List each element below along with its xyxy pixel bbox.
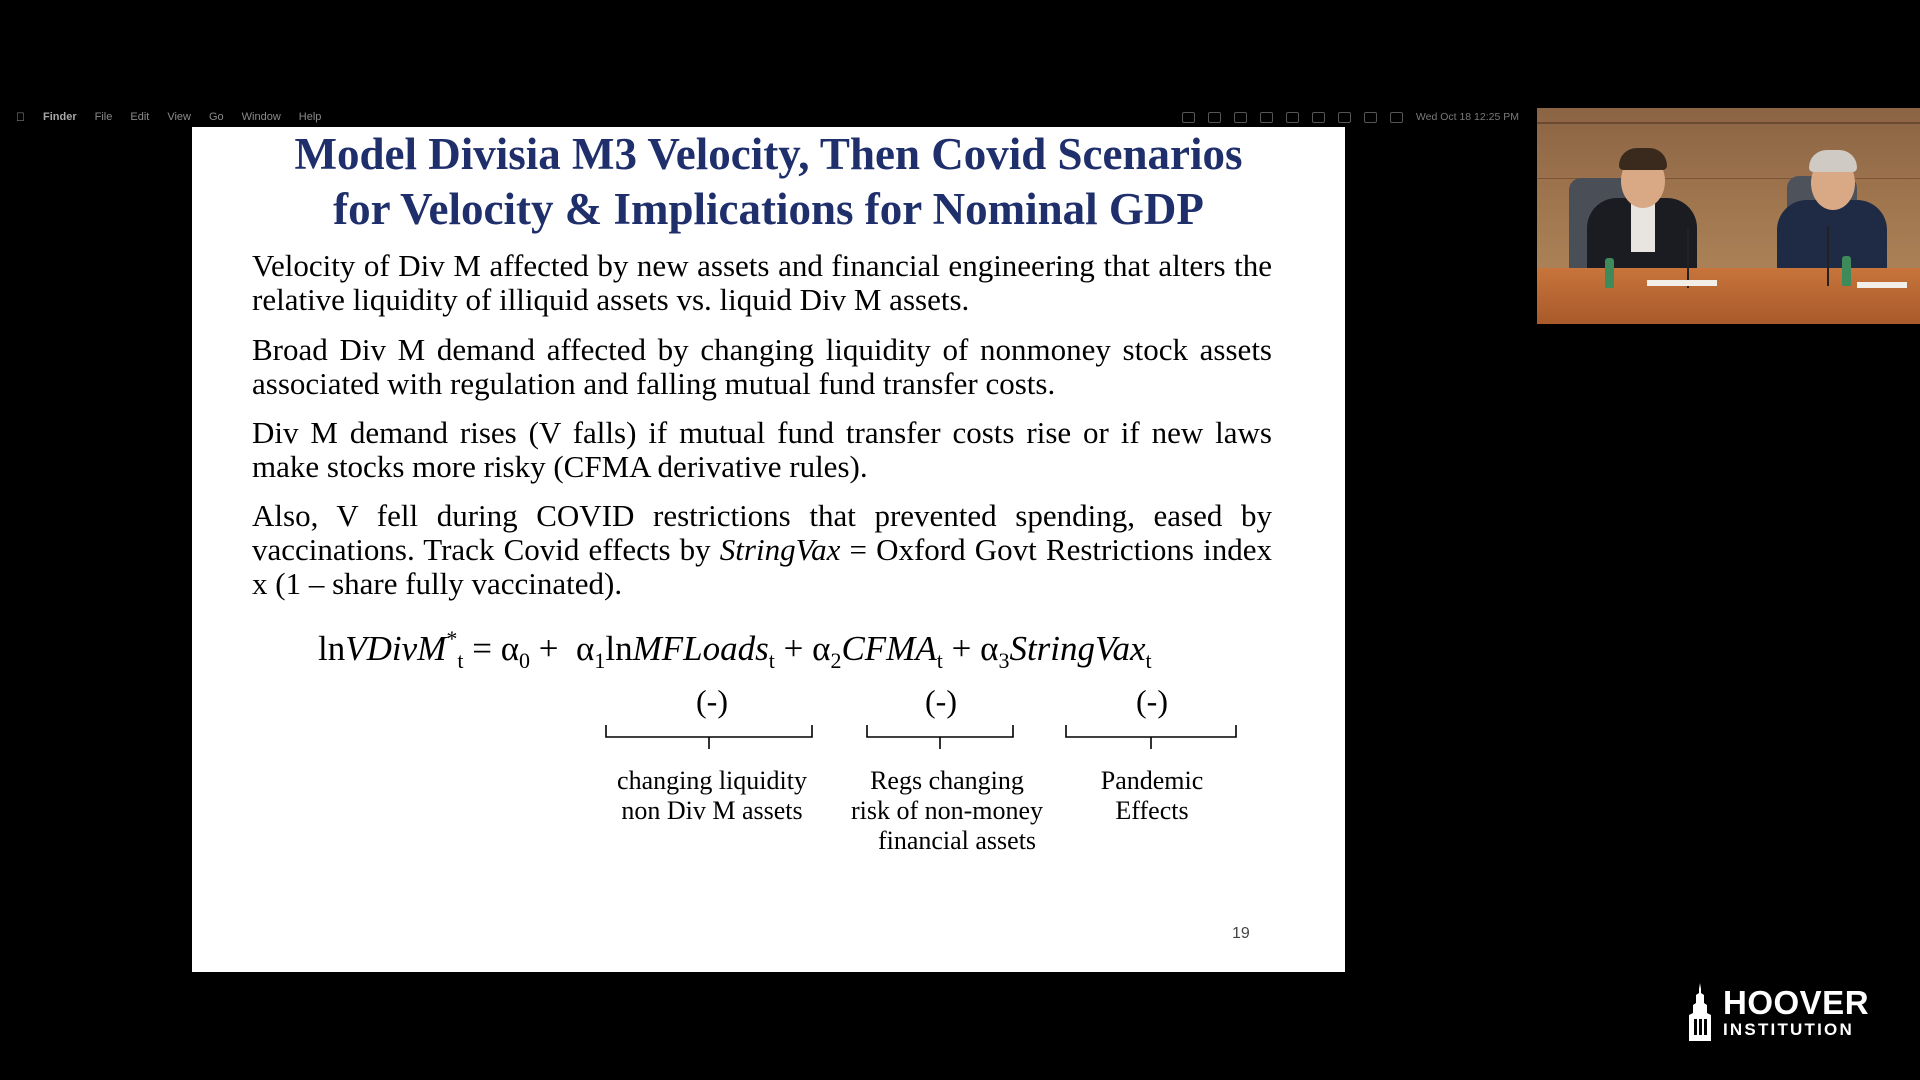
eq-plus1: + (530, 629, 568, 668)
caption-stringvax-line1: Pandemic (1100, 766, 1204, 795)
menu-view[interactable]: View (158, 111, 182, 123)
brace-stringvax (1064, 723, 1244, 753)
search-icon[interactable] (1338, 112, 1351, 123)
presentation-slide (192, 127, 1345, 972)
caption-cfma-line1: Regs changing (870, 766, 1024, 795)
eq-equals: = (463, 629, 501, 668)
notification-icon[interactable] (1364, 112, 1377, 123)
logo-line1: HOOVER (1723, 984, 1870, 1021)
caption-stringvax-line2: Effects (1115, 796, 1189, 825)
menu-edit[interactable]: Edit (121, 111, 141, 123)
speaker-left-hair (1619, 148, 1667, 170)
video-paper-left (1647, 280, 1717, 286)
speaker-left-shirt (1631, 202, 1655, 252)
menu-bar-status (1182, 111, 1537, 123)
eq-sub-t: t (457, 648, 464, 673)
video-table (1537, 268, 1920, 324)
eq-ln2: ln (605, 629, 633, 668)
menu-bar (0, 107, 1537, 127)
wifi-icon[interactable] (1286, 112, 1299, 123)
menu-file[interactable]: File (85, 111, 104, 123)
video-bottle-left (1605, 258, 1614, 288)
slide-title (192, 127, 1345, 237)
brace-mfloads (604, 723, 824, 753)
eq-star: * (446, 626, 458, 651)
eq-alpha1: α (576, 629, 595, 668)
bullet-paragraph-4 (252, 499, 1272, 601)
menu-bar-left (0, 110, 321, 124)
caption-cfma (827, 766, 1067, 856)
eq-plus2: + (774, 629, 813, 668)
logo-line2: INSTITUTION (1723, 1020, 1854, 1039)
menu-window[interactable]: Window (232, 111, 272, 123)
eq-sub-t4: t (1145, 648, 1152, 673)
slide-title-line2: for Velocity & Implications for Nominal GDP (333, 184, 1204, 234)
sign-cfma: (-) (925, 683, 957, 719)
logo-wordmark (1723, 986, 1869, 1038)
eq-ln: ln (318, 629, 346, 668)
eq-alpha3: α (980, 629, 999, 668)
eq-sub-t3: t (936, 648, 943, 673)
para4-text-a: Also, V fell during COVID restrictions that prevented spending, eased by vaccinations. Track Covid effects by (252, 498, 1272, 567)
video-bottle-right (1842, 256, 1851, 286)
caption-mfloads-line1: changing liquidity (617, 766, 807, 795)
sign-mfloads: (-) (696, 683, 728, 719)
speaker-left (1587, 148, 1697, 278)
menu-go[interactable]: Go (199, 111, 215, 123)
sign-stringvax: (-) (1136, 683, 1168, 719)
display-icon[interactable] (1260, 112, 1273, 123)
eq-cfma: CFMA (841, 629, 937, 668)
video-mic-left (1687, 228, 1689, 288)
hoover-tower-icon (1685, 983, 1715, 1041)
status-icon[interactable] (1182, 112, 1195, 123)
eq-alpha1-sub: 1 (594, 648, 606, 673)
eq-alpha0: α (500, 629, 520, 668)
apple-icon[interactable] (16, 110, 25, 124)
menu-app-name[interactable]: Finder (34, 111, 68, 123)
slide-title-line1: Model Divisia M3 Velocity, Then Covid Scenarios (294, 129, 1243, 179)
bluetooth-icon[interactable] (1208, 112, 1221, 123)
eq-mfloads: MFLoads (632, 629, 769, 668)
eq-alpha2-sub: 2 (830, 648, 842, 673)
menu-clock[interactable]: Wed Oct 18 12:25 PM (1415, 111, 1519, 123)
eq-alpha0-sub: 0 (519, 648, 531, 673)
bullet-paragraph-2: Broad Div M demand affected by changing liquidity of nonmoney stock assets associated with regulation and falling mutual fund transfer costs. (252, 332, 1272, 401)
video-mic-right (1827, 226, 1829, 286)
eq-alpha2: α (812, 629, 831, 668)
speaker-right (1777, 148, 1887, 278)
video-feed[interactable] (1537, 108, 1920, 324)
bullet-paragraph-3: Div M demand rises (V falls) if mutual fund transfer costs rise or if new laws make stocks more risky (CFMA derivative rules). (252, 415, 1272, 484)
caption-mfloads-line2: non Div M assets (621, 796, 803, 825)
control-center-icon[interactable] (1312, 112, 1325, 123)
speaker-right-hair (1809, 150, 1857, 172)
video-wall-line (1537, 122, 1920, 124)
battery-icon[interactable] (1234, 112, 1247, 123)
para4-text-b: = Oxford Govt Restrictions index x (1 – share fully vaccinated). (252, 532, 1272, 601)
eq-plus3: + (942, 629, 981, 668)
slide-page-number: 19 (1232, 925, 1250, 942)
caption-cfma-line2: risk of non-money (850, 796, 1044, 825)
caption-mfloads (602, 766, 822, 826)
caption-stringvax (1072, 766, 1232, 826)
hoover-institution-logo (1685, 982, 1895, 1042)
eq-stringvax: StringVax (1009, 629, 1146, 668)
brace-cfma (865, 723, 1025, 753)
regression-equation (318, 626, 1318, 674)
caption-cfma-line3: financial assets (877, 826, 1037, 855)
eq-sub-t2: t (768, 648, 775, 673)
bullet-paragraph-1: Velocity of Div M affected by new assets and financial engineering that alters the relative liquidity of illiquid assets vs. liquid Div M assets. (252, 248, 1272, 317)
video-paper-right (1857, 282, 1907, 288)
para4-stringvax: StringVax (719, 532, 841, 567)
eq-alpha3-sub: 3 (998, 648, 1010, 673)
eq-lhs: VDivM (345, 629, 447, 668)
menu-help[interactable]: Help (289, 111, 313, 123)
siri-icon[interactable] (1390, 112, 1403, 123)
